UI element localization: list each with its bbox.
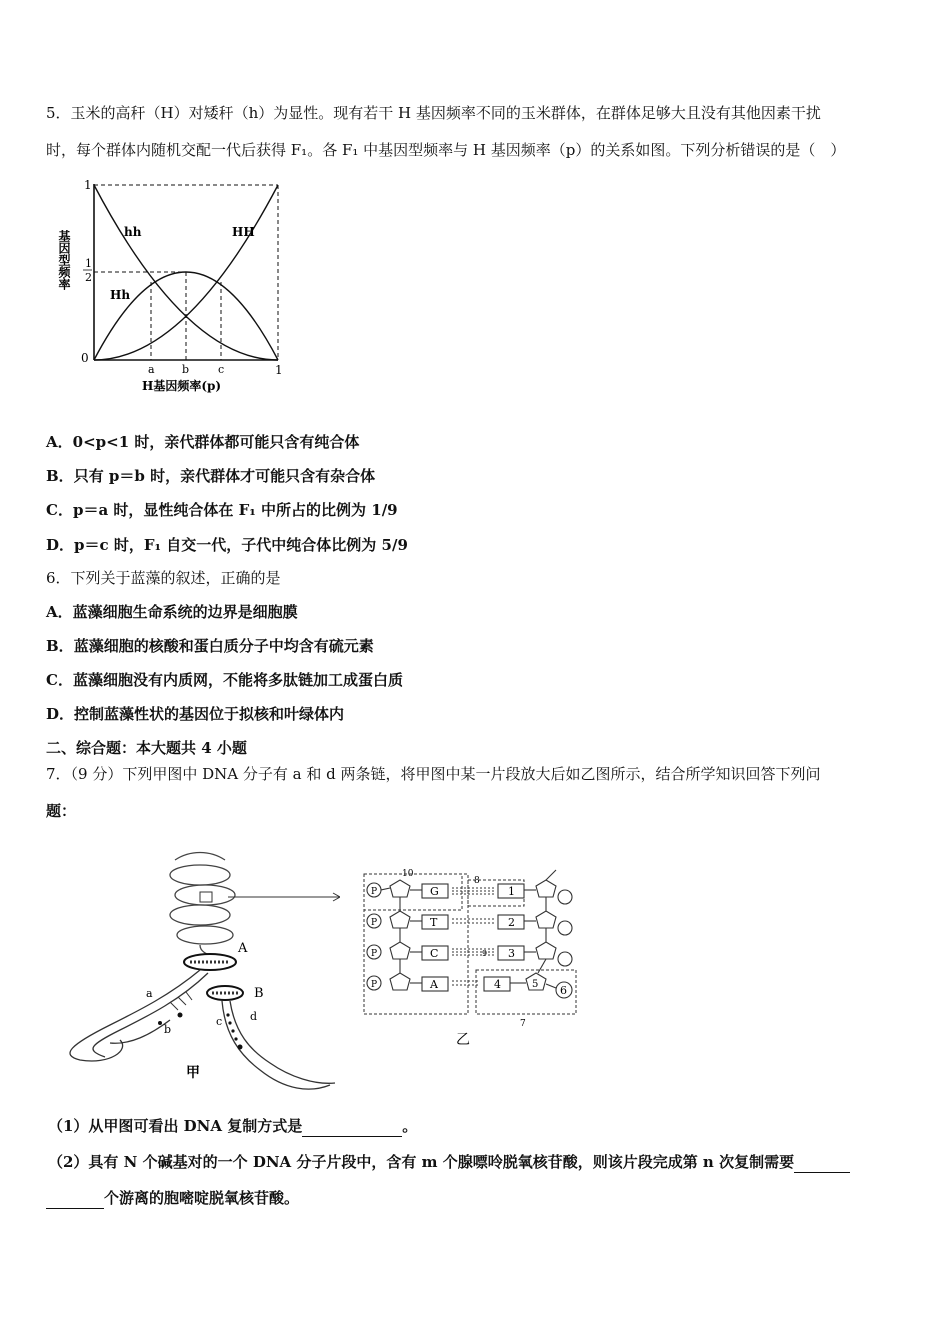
q5-option-a: A．0<p<1 时，亲代群体都可能只含有纯合体 [46, 433, 360, 451]
q5-option-d: D．p＝c 时，F₁ 自交一代，子代中纯合体比例为 5/9 [46, 536, 408, 554]
svg-text:P: P [371, 980, 378, 990]
base-G: G [430, 885, 439, 898]
q7-sub2-line2: 个游离的胞嘧啶脱氧核苷酸。 [46, 1188, 299, 1209]
x-tick-b: b [182, 363, 190, 376]
caption-yi: 乙 [456, 1032, 470, 1048]
y-tick-half-den: 2 [85, 271, 92, 284]
label-10: 10 [402, 869, 414, 879]
y-tick-1: 1 [84, 178, 92, 192]
label-9: 9 [482, 949, 488, 958]
num-4: 4 [494, 978, 501, 991]
q6-option-d: D．控制蓝藻性状的基因位于拟核和叶绿体内 [46, 705, 345, 723]
HH-label: HH [232, 225, 255, 239]
q7-sub1: （1）从甲图可看出 DNA 复制方式是 。 [48, 1117, 418, 1135]
svg-text:P: P [371, 918, 378, 928]
num-1: 1 [508, 885, 515, 898]
label-A: A [238, 941, 248, 956]
y-axis-label: 基因型频率 [57, 230, 71, 290]
num-5: 5 [532, 979, 539, 990]
label-d: d [250, 1010, 258, 1023]
Hh-label: Hh [110, 288, 131, 302]
label-a: a [146, 987, 153, 1000]
q6-stem: 6．下列关于蓝藻的叙述，正确的是 [46, 569, 281, 587]
figure-jia-dna-replication [50, 845, 340, 1100]
genotype-frequency-graph [46, 170, 296, 400]
y-tick-half-num: 1 [85, 257, 92, 270]
q6-option-c: C．蓝藻细胞没有内质网，不能将多肽链加工成蛋白质 [46, 671, 403, 689]
x-tick-1: 1 [275, 363, 283, 377]
q5-option-c: C．p＝a 时，显性纯合体在 F₁ 中所占的比例为 1/9 [46, 501, 398, 519]
num-3: 3 [508, 947, 515, 960]
label-8: 8 [474, 876, 480, 886]
num-2: 2 [508, 916, 515, 929]
num-6: 6 [560, 984, 567, 997]
caption-jia: 甲 [186, 1065, 200, 1081]
q7-sub2-blank-b[interactable] [46, 1188, 104, 1209]
base-C: C [430, 947, 439, 960]
q5-stem-line1: 5．玉米的高秆（H）对矮秆（h）为显性。现有若干 H 基因频率不同的玉米群体，在群体足够大且没有其他因素干扰 [46, 104, 821, 122]
hh-label: hh [124, 225, 142, 239]
q7-stem-line1: 7．（9 分）下列甲图中 DNA 分子有 a 和 d 两条链，将甲图中某一片段放大后如乙图所示，结合所学知识回答下列问 [46, 765, 821, 783]
label-b: b [164, 1023, 172, 1036]
q7-stem-line2: 题： [46, 802, 77, 820]
section-2-heading: 二、综合题：本大题共 4 小题 [46, 739, 247, 757]
figure-yi-dna-segment [360, 866, 590, 1056]
q7-sub2-blank-a[interactable] [794, 1152, 850, 1173]
q5-stem-line2: 时，每个群体内随机交配一代后获得 F₁。各 F₁ 中基因型频率与 H 基因频率（p）的关系如图。下列分析错误的是（ ） [46, 141, 846, 159]
label-7: 7 [520, 1019, 526, 1029]
svg-text:P: P [371, 949, 378, 959]
q6-option-a: A．蓝藻细胞生命系统的边界是细胞膜 [46, 603, 298, 621]
origin-label: 0 [81, 351, 89, 365]
label-B: B [254, 986, 264, 1001]
svg-text:P: P [371, 887, 378, 897]
x-tick-c: c [218, 363, 225, 376]
q5-option-b: B．只有 p＝b 时，亲代群体才可能只含有杂合体 [46, 467, 376, 485]
base-A: A [430, 978, 438, 991]
base-T: T [430, 916, 438, 929]
q7-sub2-line1: （2）具有 N 个碱基对的一个 DNA 分子片段中，含有 m 个腺嘌呤脱氧核苷酸，则该片段完成第 n 次复制需要 [48, 1152, 850, 1173]
q7-sub1-blank[interactable] [302, 1116, 402, 1137]
label-c: c [216, 1015, 223, 1028]
x-tick-a: a [148, 363, 155, 376]
q6-option-b: B．蓝藻细胞的核酸和蛋白质分子中均含有硫元素 [46, 637, 374, 655]
x-axis-label: H基因频率(p) [142, 379, 222, 393]
